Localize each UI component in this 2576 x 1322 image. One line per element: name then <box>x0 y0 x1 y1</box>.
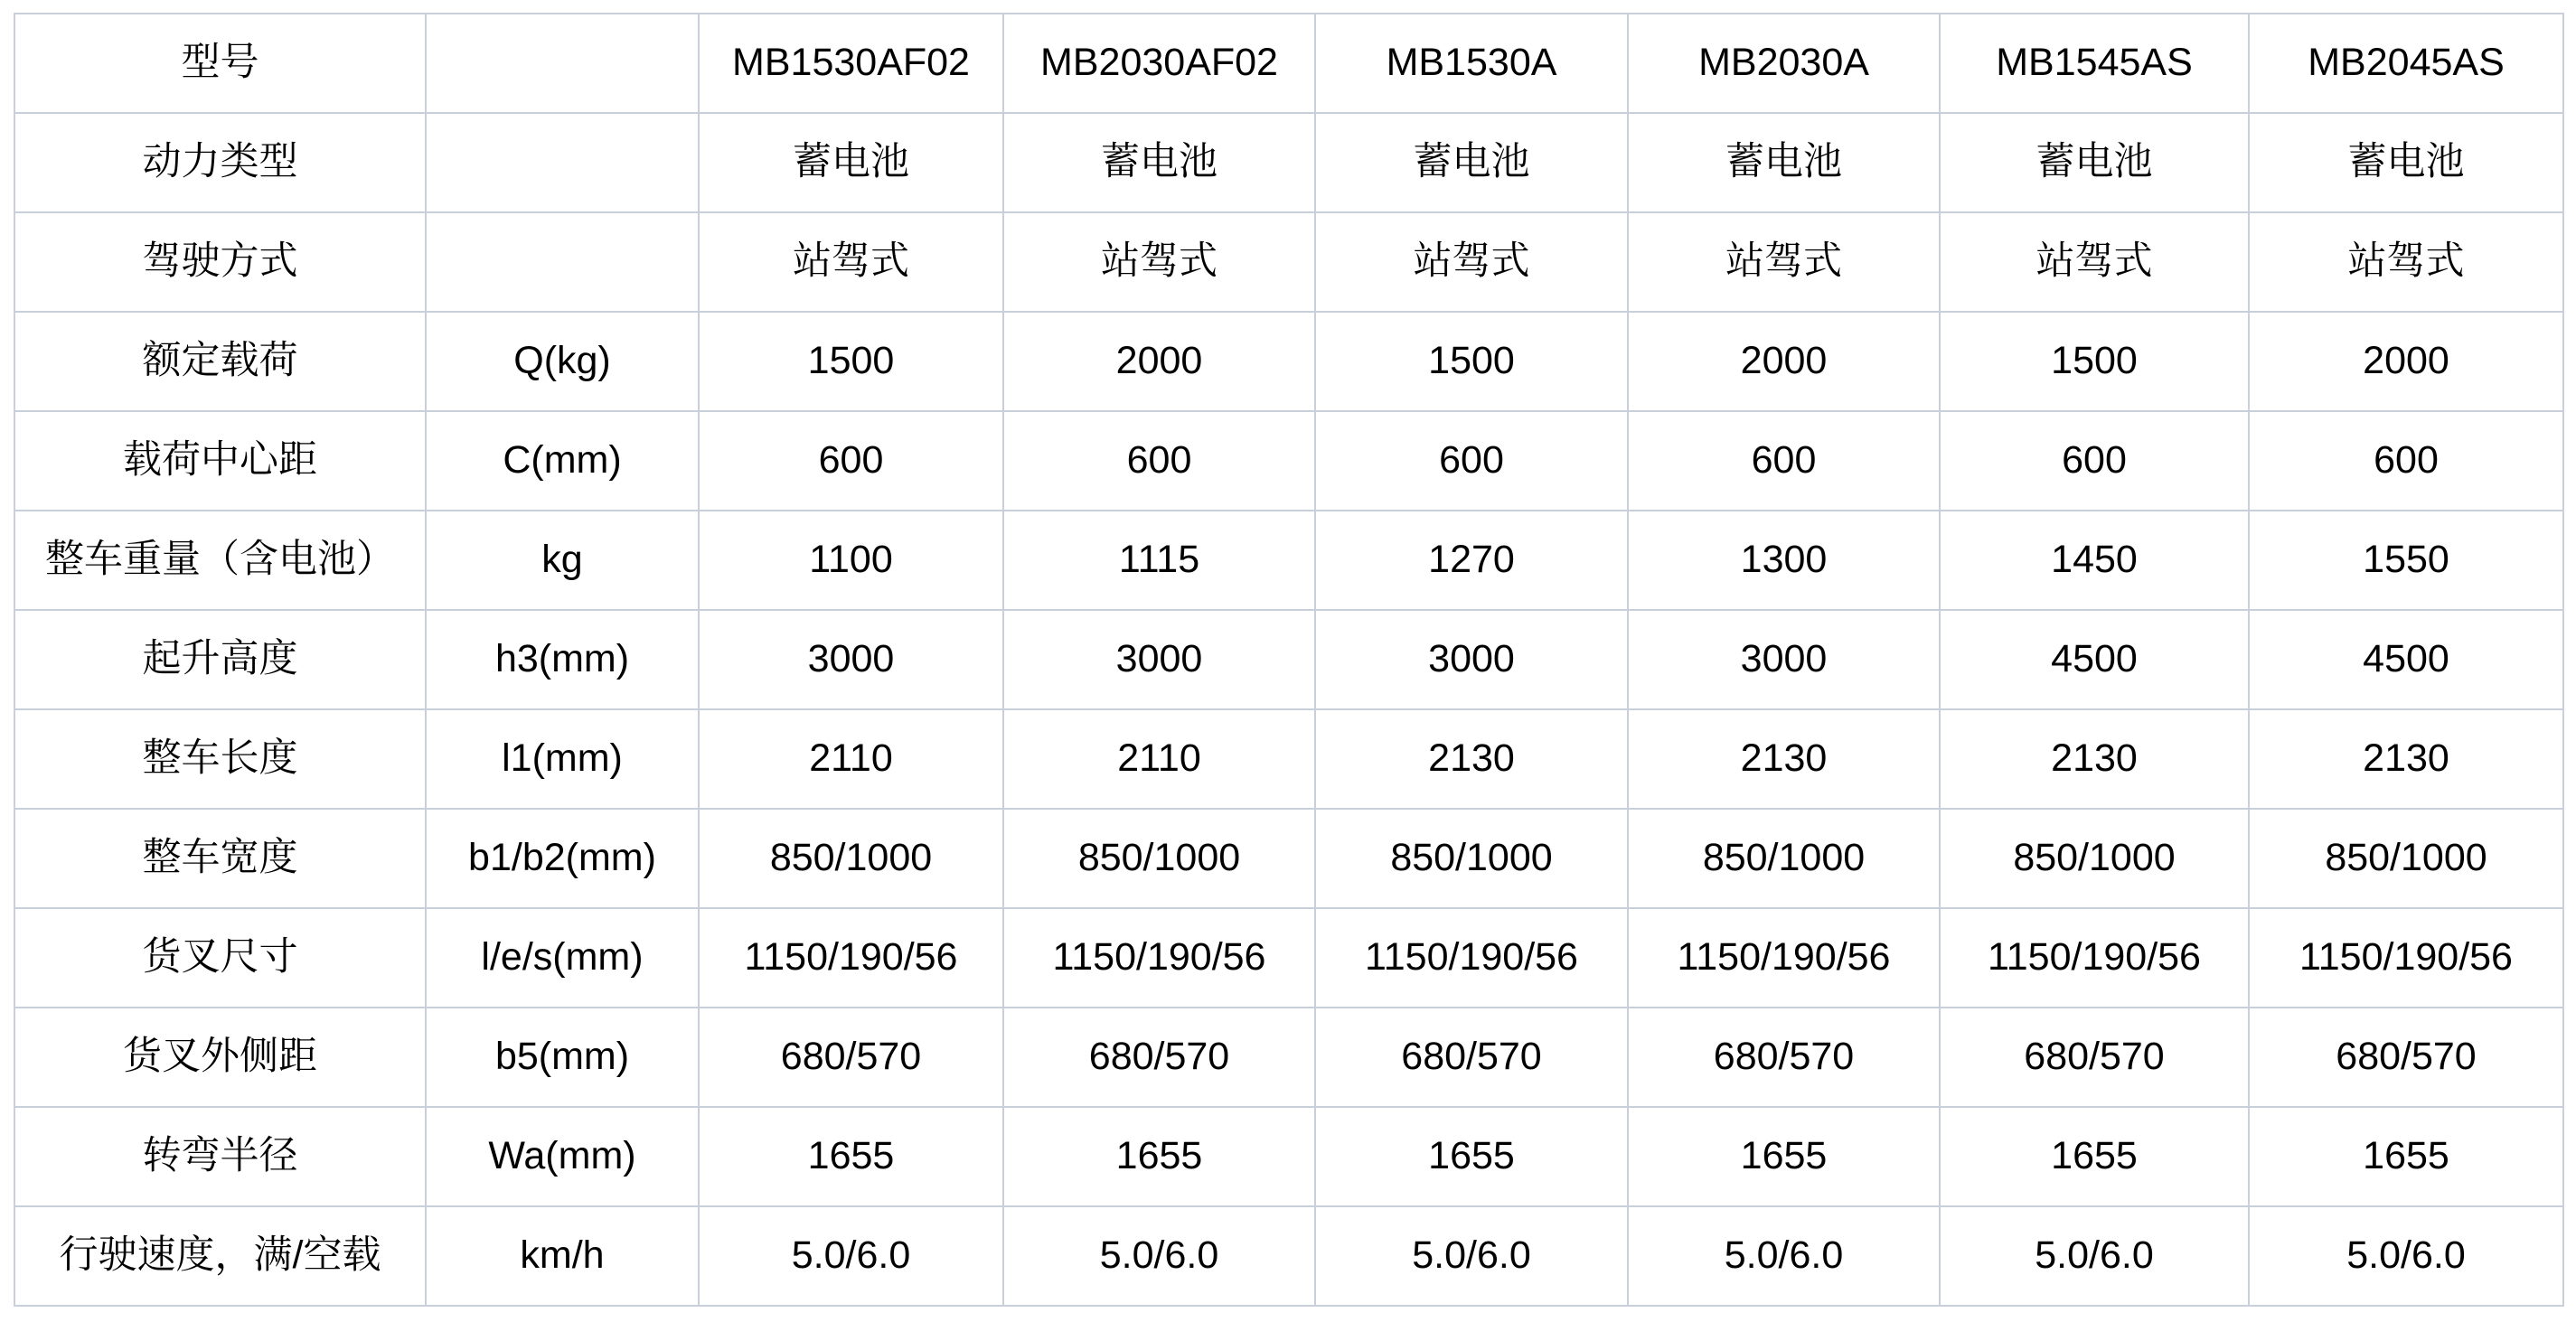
value-cell: 2000 <box>2249 312 2563 411</box>
spec-table <box>14 13 2564 1307</box>
value-cell: 2130 <box>1628 709 1940 809</box>
value-cell: 600 <box>2249 411 2563 511</box>
value-cell: 2000 <box>1003 312 1315 411</box>
value-cell: 站驾式 <box>699 212 1003 312</box>
table-row <box>14 312 2563 411</box>
value-cell: 蓄电池 <box>1003 113 1315 212</box>
value-cell: 850/1000 <box>1315 809 1628 908</box>
value-cell: 2130 <box>1315 709 1628 809</box>
value-cell: 1500 <box>1940 312 2249 411</box>
value-cell: 2110 <box>1003 709 1315 809</box>
value-cell: 3000 <box>699 610 1003 709</box>
value-cell: 1150/190/56 <box>699 908 1003 1008</box>
value-cell: 1655 <box>1628 1107 1940 1206</box>
table-row <box>14 610 2563 709</box>
row-label-cell: 货叉尺寸 <box>14 908 426 1008</box>
value-cell: 站驾式 <box>2249 212 2563 312</box>
value-cell: 680/570 <box>2249 1008 2563 1107</box>
value-cell: 850/1000 <box>1940 809 2249 908</box>
value-cell: 680/570 <box>1003 1008 1315 1107</box>
value-cell: 蓄电池 <box>699 113 1003 212</box>
row-label-cell: 额定载荷 <box>14 312 426 411</box>
row-label-cell: 整车宽度 <box>14 809 426 908</box>
row-unit-cell <box>426 14 699 113</box>
value-cell: 1150/190/56 <box>1003 908 1315 1008</box>
value-cell: 600 <box>1315 411 1628 511</box>
value-cell: 680/570 <box>1628 1008 1940 1107</box>
value-cell: 850/1000 <box>1003 809 1315 908</box>
value-cell: 2130 <box>2249 709 2563 809</box>
value-cell: 蓄电池 <box>2249 113 2563 212</box>
value-cell: 1655 <box>1940 1107 2249 1206</box>
table-row <box>14 908 2563 1008</box>
row-unit-cell: b5(mm) <box>426 1008 699 1107</box>
value-cell: 1550 <box>2249 511 2563 610</box>
row-label-cell: 行驶速度，满/空载 <box>14 1206 426 1306</box>
value-cell: 600 <box>699 411 1003 511</box>
table-row <box>14 511 2563 610</box>
row-label-cell: 载荷中心距 <box>14 411 426 511</box>
value-cell: 1655 <box>1003 1107 1315 1206</box>
table-row <box>14 809 2563 908</box>
value-cell: 3000 <box>1315 610 1628 709</box>
value-cell: 1150/190/56 <box>1940 908 2249 1008</box>
value-cell: 1500 <box>1315 312 1628 411</box>
row-unit-cell: Q(kg) <box>426 312 699 411</box>
row-unit-cell: C(mm) <box>426 411 699 511</box>
value-cell: 680/570 <box>699 1008 1003 1107</box>
value-cell: 850/1000 <box>2249 809 2563 908</box>
value-cell: 1300 <box>1628 511 1940 610</box>
value-cell: 600 <box>1003 411 1315 511</box>
value-cell: 1655 <box>2249 1107 2563 1206</box>
row-label-cell: 驾驶方式 <box>14 212 426 312</box>
row-unit-cell: km/h <box>426 1206 699 1306</box>
value-cell: 站驾式 <box>1940 212 2249 312</box>
value-cell: MB2030AF02 <box>1003 14 1315 113</box>
row-unit-cell: kg <box>426 511 699 610</box>
row-unit-cell: l1(mm) <box>426 709 699 809</box>
value-cell: 2110 <box>699 709 1003 809</box>
value-cell: MB2030A <box>1628 14 1940 113</box>
table-row <box>14 709 2563 809</box>
value-cell: 5.0/6.0 <box>1940 1206 2249 1306</box>
value-cell: 1150/190/56 <box>1315 908 1628 1008</box>
row-unit-cell <box>426 113 699 212</box>
value-cell: 4500 <box>1940 610 2249 709</box>
value-cell: 蓄电池 <box>1315 113 1628 212</box>
row-unit-cell: Wa(mm) <box>426 1107 699 1206</box>
table-row <box>14 1206 2563 1306</box>
value-cell: 1655 <box>699 1107 1003 1206</box>
value-cell: 1150/190/56 <box>2249 908 2563 1008</box>
value-cell: 5.0/6.0 <box>1628 1206 1940 1306</box>
value-cell: 1500 <box>699 312 1003 411</box>
value-cell: 2130 <box>1940 709 2249 809</box>
value-cell: MB1530AF02 <box>699 14 1003 113</box>
value-cell: 3000 <box>1628 610 1940 709</box>
value-cell: 5.0/6.0 <box>699 1206 1003 1306</box>
row-unit-cell: l/e/s(mm) <box>426 908 699 1008</box>
row-unit-cell: h3(mm) <box>426 610 699 709</box>
value-cell: 2000 <box>1628 312 1940 411</box>
row-unit-cell: b1/b2(mm) <box>426 809 699 908</box>
value-cell: 5.0/6.0 <box>1315 1206 1628 1306</box>
value-cell: 600 <box>1628 411 1940 511</box>
value-cell: 600 <box>1940 411 2249 511</box>
value-cell: 蓄电池 <box>1940 113 2249 212</box>
row-label-cell: 动力类型 <box>14 113 426 212</box>
value-cell: 1450 <box>1940 511 2249 610</box>
value-cell: MB1545AS <box>1940 14 2249 113</box>
row-label-cell: 型号 <box>14 14 426 113</box>
value-cell: 3000 <box>1003 610 1315 709</box>
table-row <box>14 1008 2563 1107</box>
table-row <box>14 212 2563 312</box>
table-row <box>14 113 2563 212</box>
value-cell: 站驾式 <box>1003 212 1315 312</box>
value-cell: 1100 <box>699 511 1003 610</box>
row-label-cell: 整车重量（含电池） <box>14 511 426 610</box>
value-cell: 1150/190/56 <box>1628 908 1940 1008</box>
value-cell: 4500 <box>2249 610 2563 709</box>
value-cell: 1115 <box>1003 511 1315 610</box>
row-label-cell: 起升高度 <box>14 610 426 709</box>
value-cell: MB2045AS <box>2249 14 2563 113</box>
value-cell: 680/570 <box>1315 1008 1628 1107</box>
value-cell: 5.0/6.0 <box>2249 1206 2563 1306</box>
value-cell: 850/1000 <box>699 809 1003 908</box>
table-row <box>14 411 2563 511</box>
row-label-cell: 整车长度 <box>14 709 426 809</box>
value-cell: 850/1000 <box>1628 809 1940 908</box>
value-cell: 站驾式 <box>1628 212 1940 312</box>
table-row <box>14 14 2563 113</box>
value-cell: MB1530A <box>1315 14 1628 113</box>
row-label-cell: 转弯半径 <box>14 1107 426 1206</box>
row-unit-cell <box>426 212 699 312</box>
value-cell: 蓄电池 <box>1628 113 1940 212</box>
row-label-cell: 货叉外侧距 <box>14 1008 426 1107</box>
value-cell: 5.0/6.0 <box>1003 1206 1315 1306</box>
value-cell: 1270 <box>1315 511 1628 610</box>
value-cell: 680/570 <box>1940 1008 2249 1107</box>
value-cell: 1655 <box>1315 1107 1628 1206</box>
value-cell: 站驾式 <box>1315 212 1628 312</box>
table-row <box>14 1107 2563 1206</box>
